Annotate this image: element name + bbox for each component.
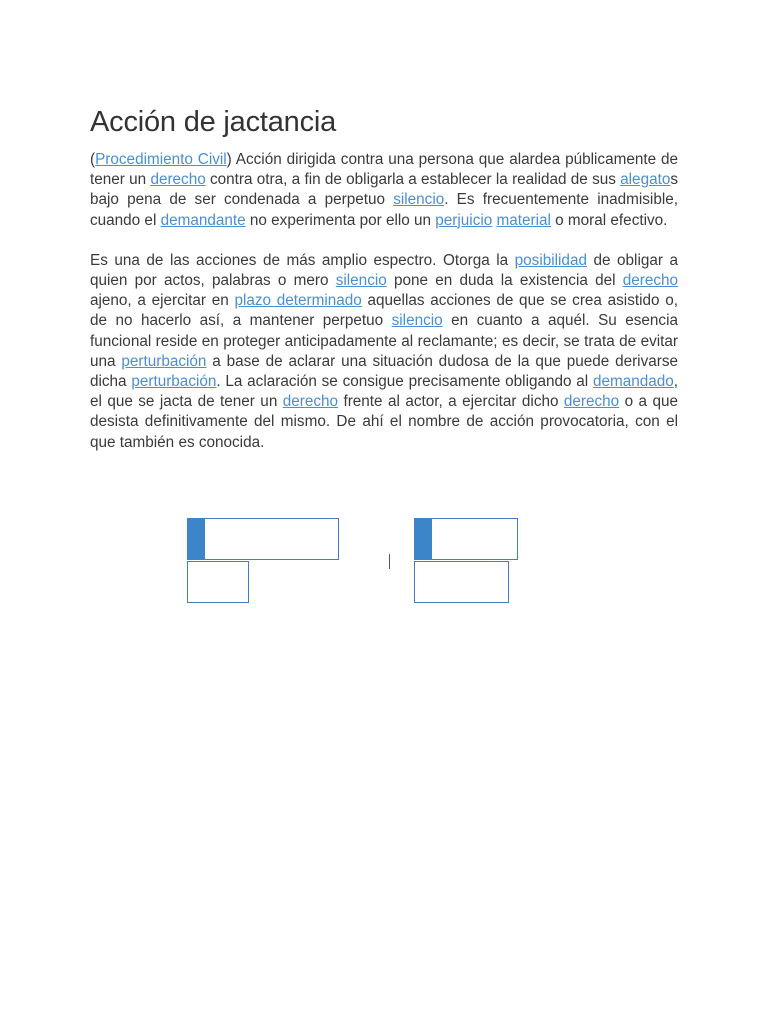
text-run: en cuanto a aquél. Su esencia funcional reside en proteger anticipadamente al reclamante; es decir, se trata de evitar una (90, 312, 678, 370)
hyperlink[interactable]: perturbación (131, 373, 217, 391)
text-run: ( (90, 151, 96, 168)
text-run: ajeno, a ejercitar en (90, 292, 235, 310)
hyperlink[interactable]: plazo determinado (234, 292, 362, 310)
hyperlink[interactable]: posibilidad (514, 251, 587, 269)
right-widget-accent-tab (414, 518, 432, 560)
left-widget-lower-box[interactable] (187, 561, 249, 603)
hyperlink[interactable]: derecho (563, 393, 620, 411)
text-run: a base de aclarar una situación dudosa de la que puede derivarse dicha (90, 352, 678, 391)
right-widget-lower-box[interactable] (414, 561, 509, 603)
hyperlink[interactable]: alegato (620, 171, 671, 189)
text-run: , el que se jacta de tener un (90, 373, 678, 411)
text-run: . Es frecuentemente inadmisible, cuando el (90, 191, 678, 229)
text-run: frente al actor, a ejercitar dicho (338, 393, 564, 411)
text-run: aquellas acciones de que se crea asistido o, de no hacerlo así, a mantener perpetuo (90, 292, 678, 330)
text-cursor (389, 554, 390, 569)
text-run: pone en duda la existencia del (386, 272, 623, 290)
text-run: de obligar a quien por actos, palabras o mero (90, 251, 678, 290)
text-run: ) Acción dirigida contra una persona que alardea públicamente de tener un (90, 151, 678, 189)
hyperlink[interactable]: perjuicio (435, 211, 493, 229)
hyperlink[interactable]: material (496, 211, 551, 229)
hyperlink[interactable]: Procedimiento Civil (95, 151, 227, 168)
hyperlink[interactable]: perturbación (121, 352, 207, 370)
document-body (90, 104, 678, 453)
page-title: Acción de jactancia (90, 106, 337, 138)
hyperlink[interactable]: demandado (592, 373, 674, 391)
left-widget-accent-tab (187, 518, 205, 560)
text-run: Es una de las acciones de más amplio espectro. Otorga la (90, 251, 515, 269)
text-run: o a que desista definitivamente del mismo. De ahí el nombre de acción provocatoria, con el que también es conocida. (90, 393, 678, 451)
hyperlink[interactable]: derecho (150, 171, 206, 189)
hyperlink[interactable]: silencio (335, 272, 387, 290)
hyperlink[interactable]: silencio (393, 191, 445, 209)
text-run: . La aclaración se consigue precisamente obligando al (216, 373, 593, 391)
paragraph-2 (90, 251, 678, 453)
hyperlink[interactable]: derecho (622, 272, 679, 290)
paragraph-1 (90, 150, 678, 231)
hyperlink[interactable]: derecho (282, 393, 339, 411)
hyperlink[interactable]: demandante (160, 211, 246, 229)
text-run: o moral efectivo. (550, 211, 668, 229)
left-widget-header-box[interactable] (187, 518, 339, 560)
text-run: s bajo pena de ser condenada a perpetuo (90, 171, 678, 209)
hyperlink[interactable]: silencio (391, 312, 443, 330)
text-run: no experimenta por ello un (245, 211, 436, 229)
text-run: contra otra, a fin de obligarla a establecer la realidad de sus (205, 171, 621, 189)
